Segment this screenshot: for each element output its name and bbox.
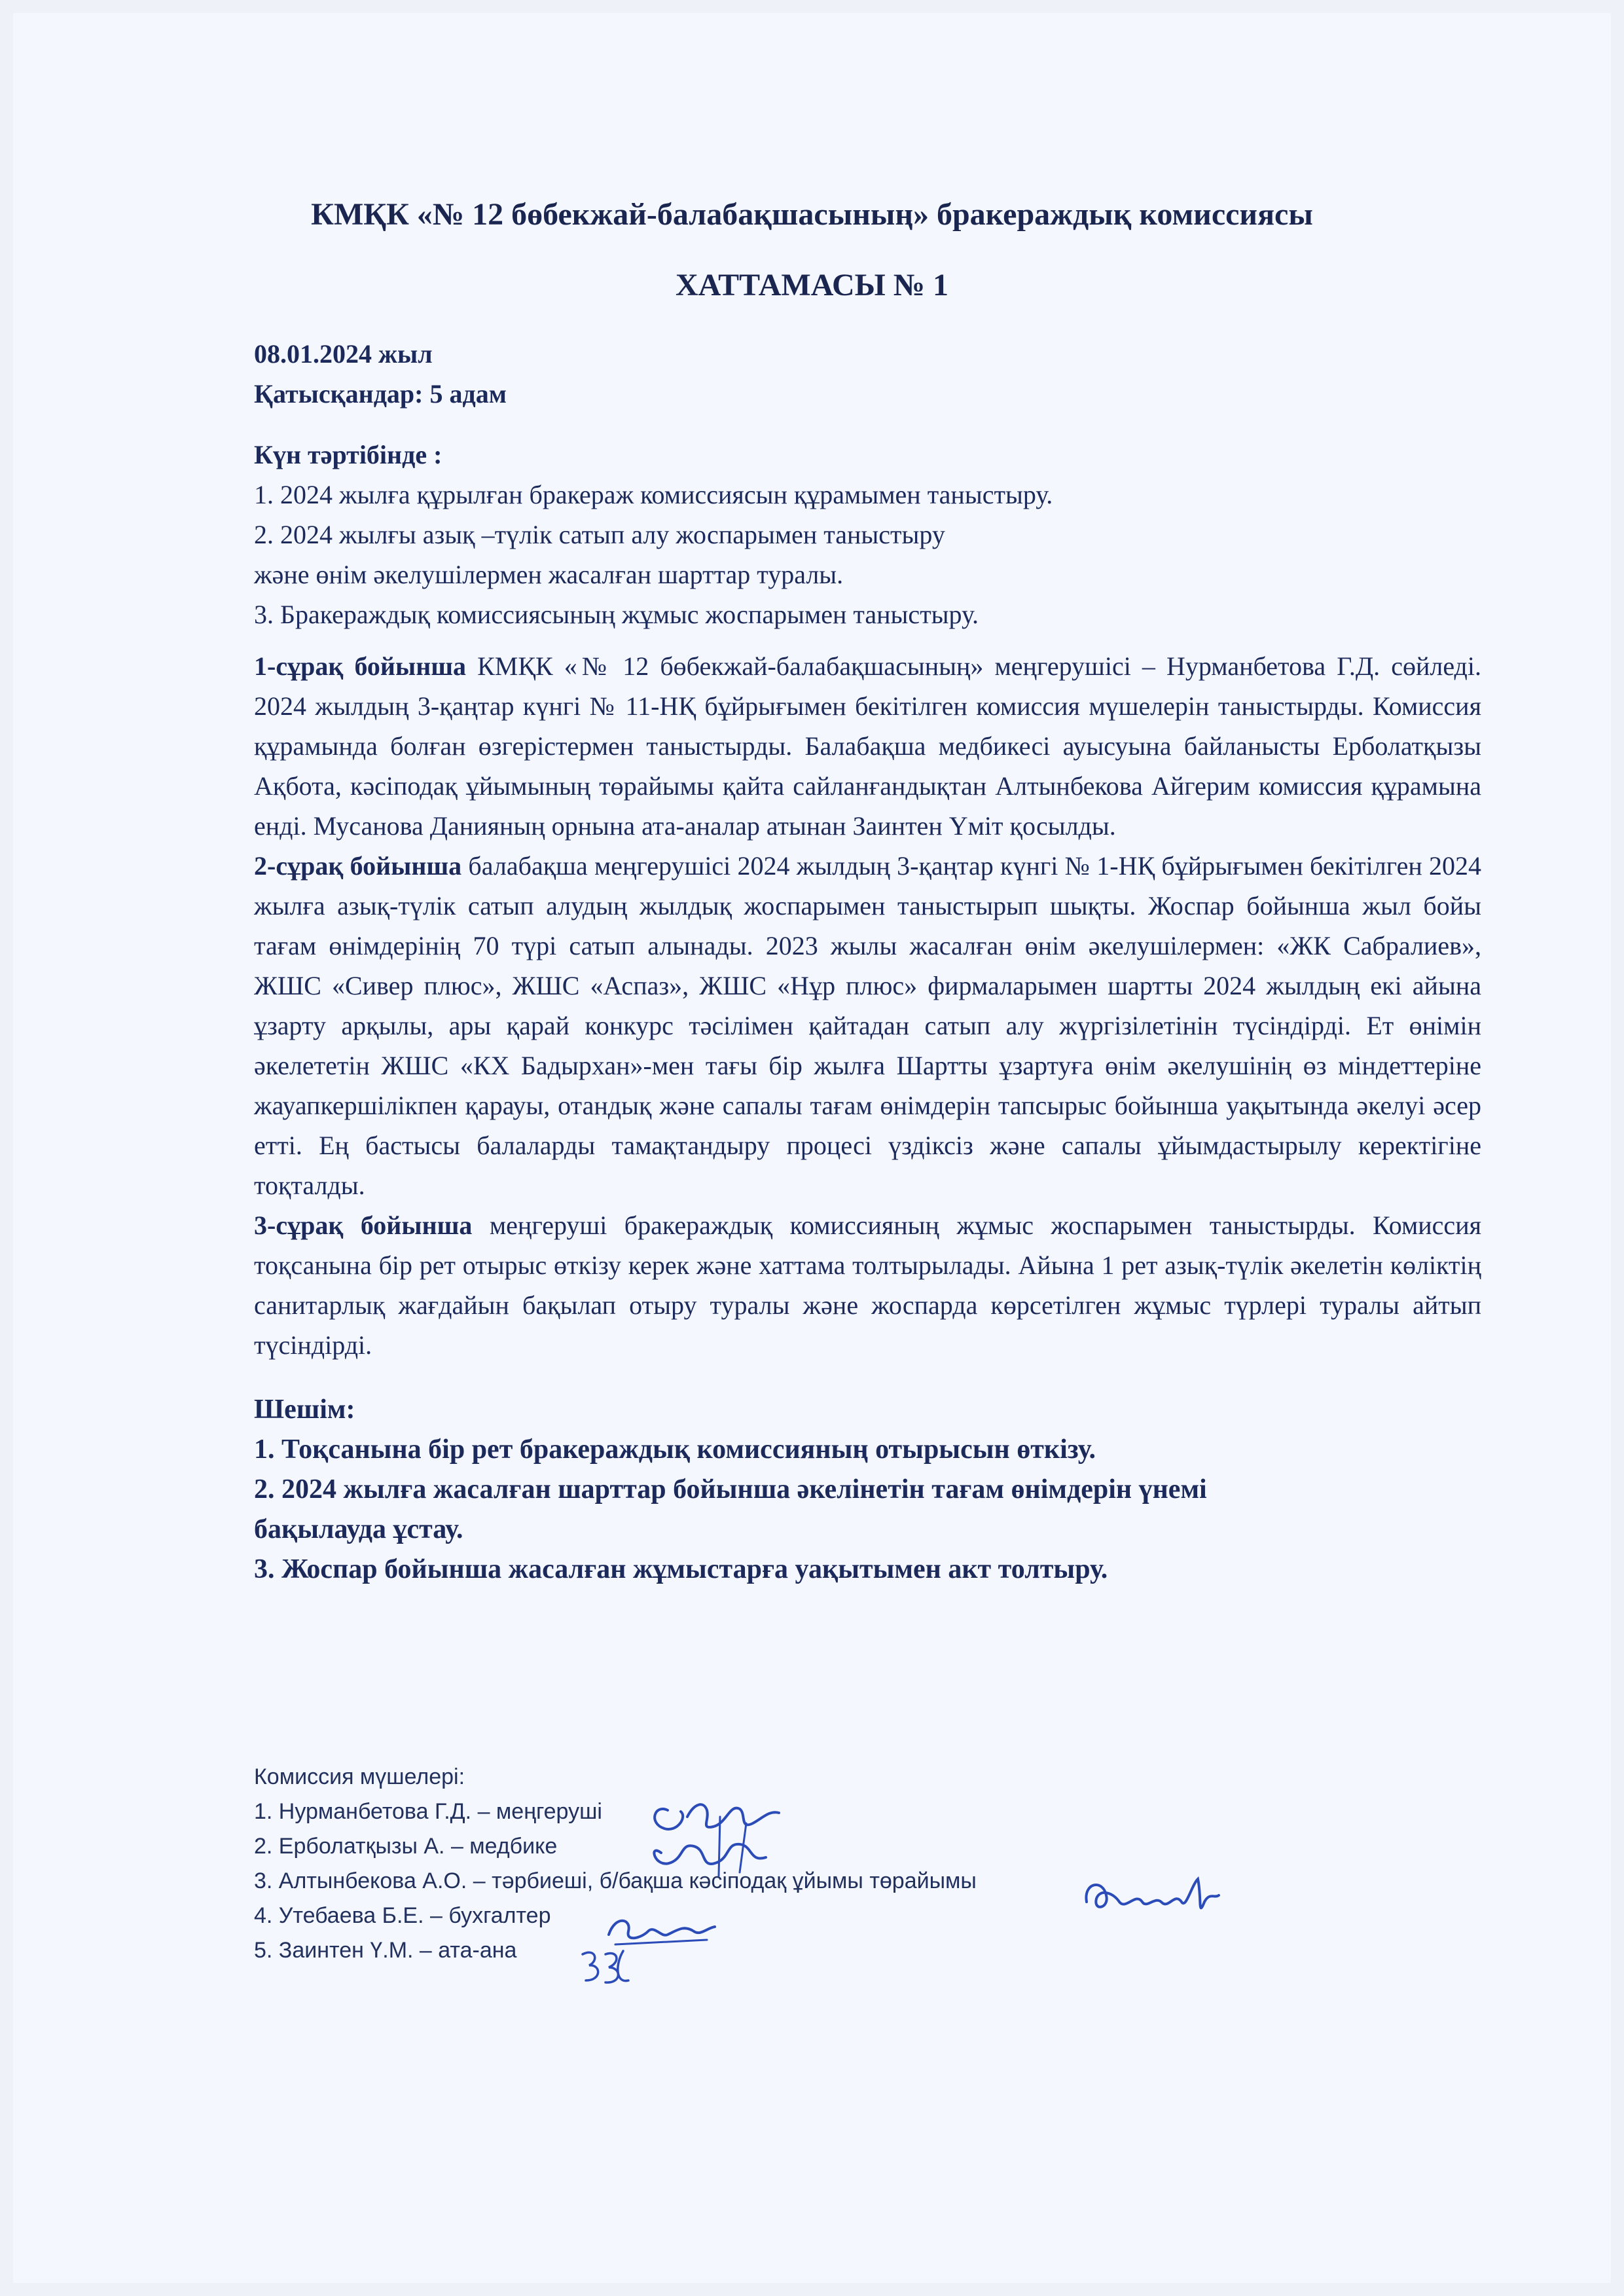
question-1-text: КМҚК «№ 12 бөбекжай-балабақшасының» меңгерушісі – Нурманбетова Г.Д. сөйледі. 2024 жылдың 3-қаңтар күнгі № 11-НҚ бұйрығымен бекітілген комиссия мүшелерін таныстырды. Комиссия құрамында болған өзгерістермен таныстырды. Балабақша медбикесі ауысуына байланысты Ерболатқызы Ақбота, кәсіподақ ұйымының төрайымы қайта сайланғандықтан Алтынбекова Айгерим комиссия құрамына енді. Мусанова Данияның орнына ата-аналар атынан Заинтен Үміт қосылды. <box>254 651 1482 841</box>
meeting-date: 08.01.2024 жыл <box>254 339 433 369</box>
question-1-paragraph <box>254 646 1481 846</box>
signature-nurmanbetova <box>641 1797 792 1882</box>
decision-item: 2. 2024 жылға жасалған шарттар бойынша әкелінетін тағам өнімдерін үнемі <box>254 1474 1207 1504</box>
member-item: 4. Утебаева Б.Е. – бухгалтер <box>254 1903 551 1928</box>
participants-count: Қатысқандар: 5 адам <box>254 379 507 409</box>
question-2-text: балабақша меңгерушісі 2024 жылдың 3-қаңтар күнгі № 1-НҚ бұйрығымен бекітілген 2024 жылға азық-түлік сатып алудың жылдық жоспарымен таныстырып шықты. Жоспар бойынша жыл бойы тағам өнімдерінің 70 түрі сатып алынады. 2023 жылы жасалған өнім әкелушілермен: «ЖК Сабралиев», ЖШС «Сивер плюс», ЖШС «Аспаз», ЖШС «Нұр плюс» фирмаларымен шартты 2024 жылдың екі айына ұзарту арқылы, ары қарай конкурс тәсілімен қайтадан сатып алу жүргізілетінін түсіндірді. Ет өнімін әкелететін ЖШС «КХ Бадырхан»-мен тағы бір жылға Шартты ұзартуға өнім әкелушінің өз міндеттеріне жауапкершілікпен қарауы, отандық және сапалы тағам өнімдерін тапсырыс бойынша уақытында әкелуі әсер етті. Ең бастысы балаларды тамақтандыру процесі үздіксіз және сапалы ұйымдастырылу керектігіне тоқталды. <box>254 851 1481 1200</box>
question-2-paragraph <box>254 846 1481 1205</box>
question-3-text: меңгеруші бракераждық комиссияның жұмыс жоспарымен таныстырды. Комиссия тоқсанына бір рет отырыс өткізу керек және хаттама толтырылады. Айына 1 рет азық-түлік әкелетін көліктің санитарлық жағдайын бақылап отыру туралы және жоспарда көрсетілген жұмыс түрлері туралы айтып түсіндірді. <box>254 1211 1481 1360</box>
agenda-item: 1. 2024 жылға құрылған бракераж комиссиясын құрамымен таныстыру. <box>254 480 1053 509</box>
document-title: КМҚК «№ 12 бөбекжай-балабақшасының» бракераждық комиссиясы <box>311 197 1313 232</box>
decision-item: 1. Тоқсанына бір рет бракераждық комиссияның отырысын өткізу. <box>254 1434 1096 1465</box>
members-heading: Комиссия мүшелері: <box>254 1764 465 1789</box>
agenda-heading: Күн тәртібінде : <box>254 440 442 469</box>
agenda-item: және өнім әкелушілермен жасалған шарттар туралы. <box>254 560 844 589</box>
question-1-label: 1-сұрақ бойынша <box>254 651 467 681</box>
decision-item: 3. Жоспар бойынша жасалған жұмыстарға уақытымен акт толтыру. <box>254 1554 1108 1584</box>
signature-zaintsen <box>576 1944 635 1990</box>
member-item: 1. Нурманбетова Г.Д. – меңгеруші <box>254 1799 602 1824</box>
member-item: 3. Алтынбекова А.О. – тәрбиеші, б/бақша кәсіподақ ұйымы төрайымы <box>254 1868 977 1893</box>
signature-altynbekova <box>1074 1866 1224 1925</box>
member-item: 2. Ерболатқызы А. – медбике <box>254 1834 558 1859</box>
document-body <box>254 334 1481 1590</box>
decision-item: бақылауда ұстау. <box>254 1514 463 1544</box>
commission-members <box>254 1760 1498 1968</box>
decision-heading: Шешім: <box>254 1394 355 1425</box>
protocol-number: ХАТТАМАСЫ № 1 <box>675 268 949 302</box>
decision-section <box>254 1390 1481 1590</box>
agenda-item: 2. 2024 жылғы азық –түлік сатып алу жоспарымен таныстыру <box>254 520 945 549</box>
question-2-label: 2-сұрақ бойынша <box>254 851 462 881</box>
agenda-item: 3. Бракераждық комиссиясының жұмыс жоспарымен таныстыру. <box>254 600 979 629</box>
question-3-paragraph <box>254 1205 1481 1365</box>
member-item: 5. Заинтен Ү.М. – ата-ана <box>254 1938 517 1963</box>
question-3-label: 3-сұрақ бойынша <box>254 1211 473 1240</box>
